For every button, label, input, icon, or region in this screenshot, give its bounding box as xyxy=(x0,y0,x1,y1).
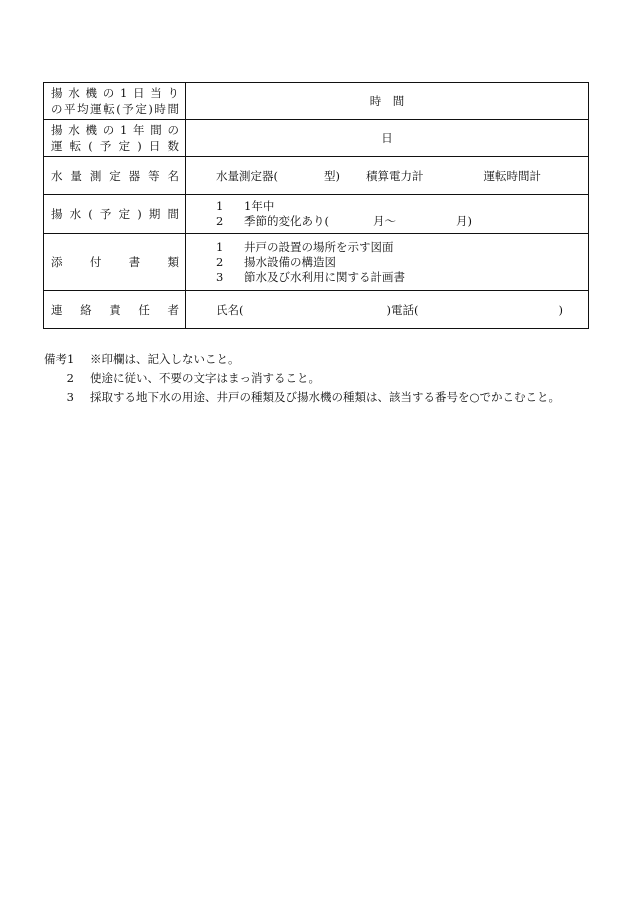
remark-2: 2 使途に従い、不要の文字はまっ消すること。 xyxy=(66,371,320,385)
phone-close: ) xyxy=(558,302,563,317)
attached-document-3[interactable]: 3 節水及び水利用に関する計画書 xyxy=(216,269,405,284)
month-from: 月～ xyxy=(373,214,396,228)
annual-operation-days-label-line1: 揚水機の1年間の xyxy=(51,123,179,137)
measuring-device-label: 水量測定器等名 xyxy=(51,168,179,183)
contact-person-field[interactable] xyxy=(186,291,589,329)
water-meter-close: 型) xyxy=(324,168,340,183)
attached-document-1[interactable]: 1 井戸の設置の場所を示す図面 xyxy=(216,239,394,254)
water-meter-open: 水量測定器( xyxy=(216,168,278,183)
daily-operation-hours-label-line1: 揚水機の1日当り xyxy=(51,86,179,100)
contact-person-row xyxy=(44,291,589,329)
month-to: 月) xyxy=(456,214,472,228)
daily-operation-hours-label xyxy=(44,83,186,120)
annual-operation-days-label-line2: 運転(予定)日数 xyxy=(51,139,179,153)
remark-3: 3 採取する地下水の用途、井戸の種類及び揚水機の種類は、該当する番号を○でかこむこと。 xyxy=(66,390,561,404)
name-close-phone-open: )電話( xyxy=(386,302,419,317)
pumping-period-row xyxy=(44,195,589,234)
attached-documents-label-cell xyxy=(44,234,186,291)
remark-1: 備考1 ※印欄は、記入しないこと。 xyxy=(44,350,604,369)
attached-documents-label: 添付書類 xyxy=(51,255,179,269)
daily-operation-hours-label-line2: の平均運転(予定)時間 xyxy=(51,102,179,116)
pumping-period-label: 揚水(予定)期間 xyxy=(51,207,179,221)
power-meter-option[interactable]: 積算電力計 xyxy=(366,168,424,183)
days-unit: 日 xyxy=(381,131,393,145)
daily-operation-hours-field[interactable] xyxy=(186,83,589,120)
pumping-period-label-cell xyxy=(44,195,186,234)
contact-person-label-cell xyxy=(44,291,186,329)
attached-document-2[interactable]: 2 揚水設備の構造図 xyxy=(216,254,336,269)
measuring-device-label-cell xyxy=(44,157,186,195)
hour-meter-option[interactable]: 運転時間計 xyxy=(483,168,541,183)
name-open: 氏名( xyxy=(216,302,244,317)
pumping-period-field xyxy=(186,195,589,234)
attached-documents-row xyxy=(44,234,589,291)
pumping-period-option-1[interactable]: 1 1年中 xyxy=(216,199,275,213)
annual-operation-days-field[interactable] xyxy=(186,120,589,157)
hours-unit: 時 間 xyxy=(369,94,405,108)
remarks-prefix: 備考1 xyxy=(44,352,75,366)
attached-documents-field xyxy=(186,234,589,291)
daily-operation-hours-row xyxy=(44,83,589,120)
pumping-period-option-2[interactable]: 2 季節的変化あり( 月～ 月) xyxy=(216,214,472,228)
annual-operation-days-label xyxy=(44,120,186,157)
measuring-device-row xyxy=(44,157,589,195)
water-pumping-form-table xyxy=(43,82,589,329)
measuring-device-field[interactable] xyxy=(186,157,589,195)
remarks-section xyxy=(44,350,604,407)
annual-operation-days-row xyxy=(44,120,589,157)
contact-person-label: 連絡責任者 xyxy=(51,302,179,317)
